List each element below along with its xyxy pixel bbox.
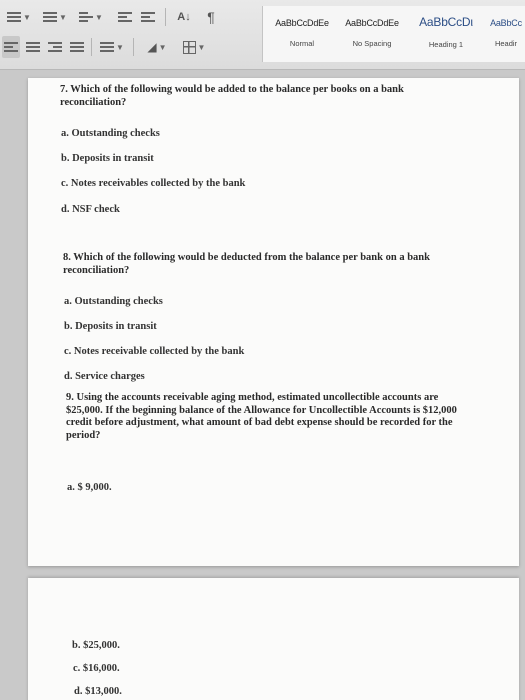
document-page[interactable] [28,78,519,566]
chevron-down-icon: ▼ [23,12,31,22]
increase-indent-button[interactable] [138,6,158,28]
question-7-prompt: 7. Which of the following would be added to the balance per books on a bank reconciliation? [60,84,404,108]
style-sample: AaBbCcDι [419,15,473,29]
toolbar-divider [165,8,166,26]
question-7-option-b: b. Deposits in transit [61,153,154,164]
borders-grid-icon [183,41,196,54]
bullet-list-icon [7,10,21,24]
question-7-option-d: d. NSF check [61,204,120,215]
style-heading-2[interactable] [481,6,525,62]
justify-button[interactable] [68,36,86,58]
align-center-icon [26,40,40,54]
styles-gallery [262,6,525,62]
question-9-option-c: c. $16,000. [73,663,120,674]
style-no-spacing[interactable] [337,6,407,62]
multilevel-list-button[interactable] [74,6,108,28]
style-normal[interactable] [267,6,337,62]
question-8-option-b: b. Deposits in transit [64,321,157,332]
style-name: Normal [289,39,315,48]
line-spacing-button[interactable] [96,36,128,58]
pilcrow-icon: ¶ [207,9,215,25]
borders-button[interactable] [176,36,212,58]
style-name: Headir [494,39,518,48]
toolbar-divider [133,38,134,56]
question-8-option-d: d. Service charges [64,371,145,382]
decrease-indent-icon [118,10,132,24]
bullets-button[interactable] [2,6,36,28]
chevron-down-icon: ▼ [197,42,206,52]
increase-indent-icon [141,10,155,24]
style-name: No Spacing [352,39,392,48]
sort-icon: A↓ [177,11,191,23]
chevron-down-icon: ▼ [59,12,67,22]
shading-button[interactable] [142,36,172,58]
style-sample: AaBbCcDdEe [345,18,399,28]
question-9-prompt: 9. Using the accounts receivable aging method, estimated uncollectible accounts are $25,000. If the beginning balance of the Allowance for Uncollectible Accounts is $12,000 credit before adjustment, what amount of bad debt expense should be recorded for the period? [66,392,457,441]
align-right-button[interactable] [46,36,64,58]
document-page-2[interactable] [28,578,519,700]
toolbar-divider [91,38,92,56]
align-center-button[interactable] [24,36,42,58]
ribbon-toolbar [0,0,525,70]
align-left-icon [4,40,18,54]
style-name: Heading 1 [428,40,464,49]
multilevel-list-icon [79,10,93,24]
question-8-option-a: a. Outstanding checks [64,296,163,307]
sort-button[interactable] [172,6,196,28]
chevron-down-icon: ▼ [95,12,103,22]
style-sample: AaBbCc [490,18,522,28]
line-spacing-icon [100,40,114,54]
question-7-option-c: c. Notes receivables collected by the bank [61,178,246,189]
show-formatting-button[interactable] [200,6,222,28]
align-right-icon [48,40,62,54]
question-9-option-a: a. $ 9,000. [67,482,112,493]
question-9-option-b: b. $25,000. [72,640,120,651]
chevron-down-icon: ▼ [158,42,167,52]
question-9-option-d: d. $13,000. [74,686,122,697]
justify-icon [70,40,84,54]
style-sample: AaBbCcDdEe [275,18,329,28]
paint-bucket-icon: ◢ [147,40,157,54]
numbering-button[interactable] [38,6,72,28]
question-8-option-c: c. Notes receivable collected by the bank [64,346,245,357]
numbered-list-icon [43,10,57,24]
style-heading-1[interactable] [411,6,481,62]
chevron-down-icon: ▼ [116,42,124,52]
decrease-indent-button[interactable] [115,6,135,28]
question-8-prompt: 8. Which of the following would be deducted from the balance per bank on a bank reconciliation? [63,252,430,276]
align-left-button[interactable] [2,36,20,58]
question-7-option-a: a. Outstanding checks [61,128,160,139]
